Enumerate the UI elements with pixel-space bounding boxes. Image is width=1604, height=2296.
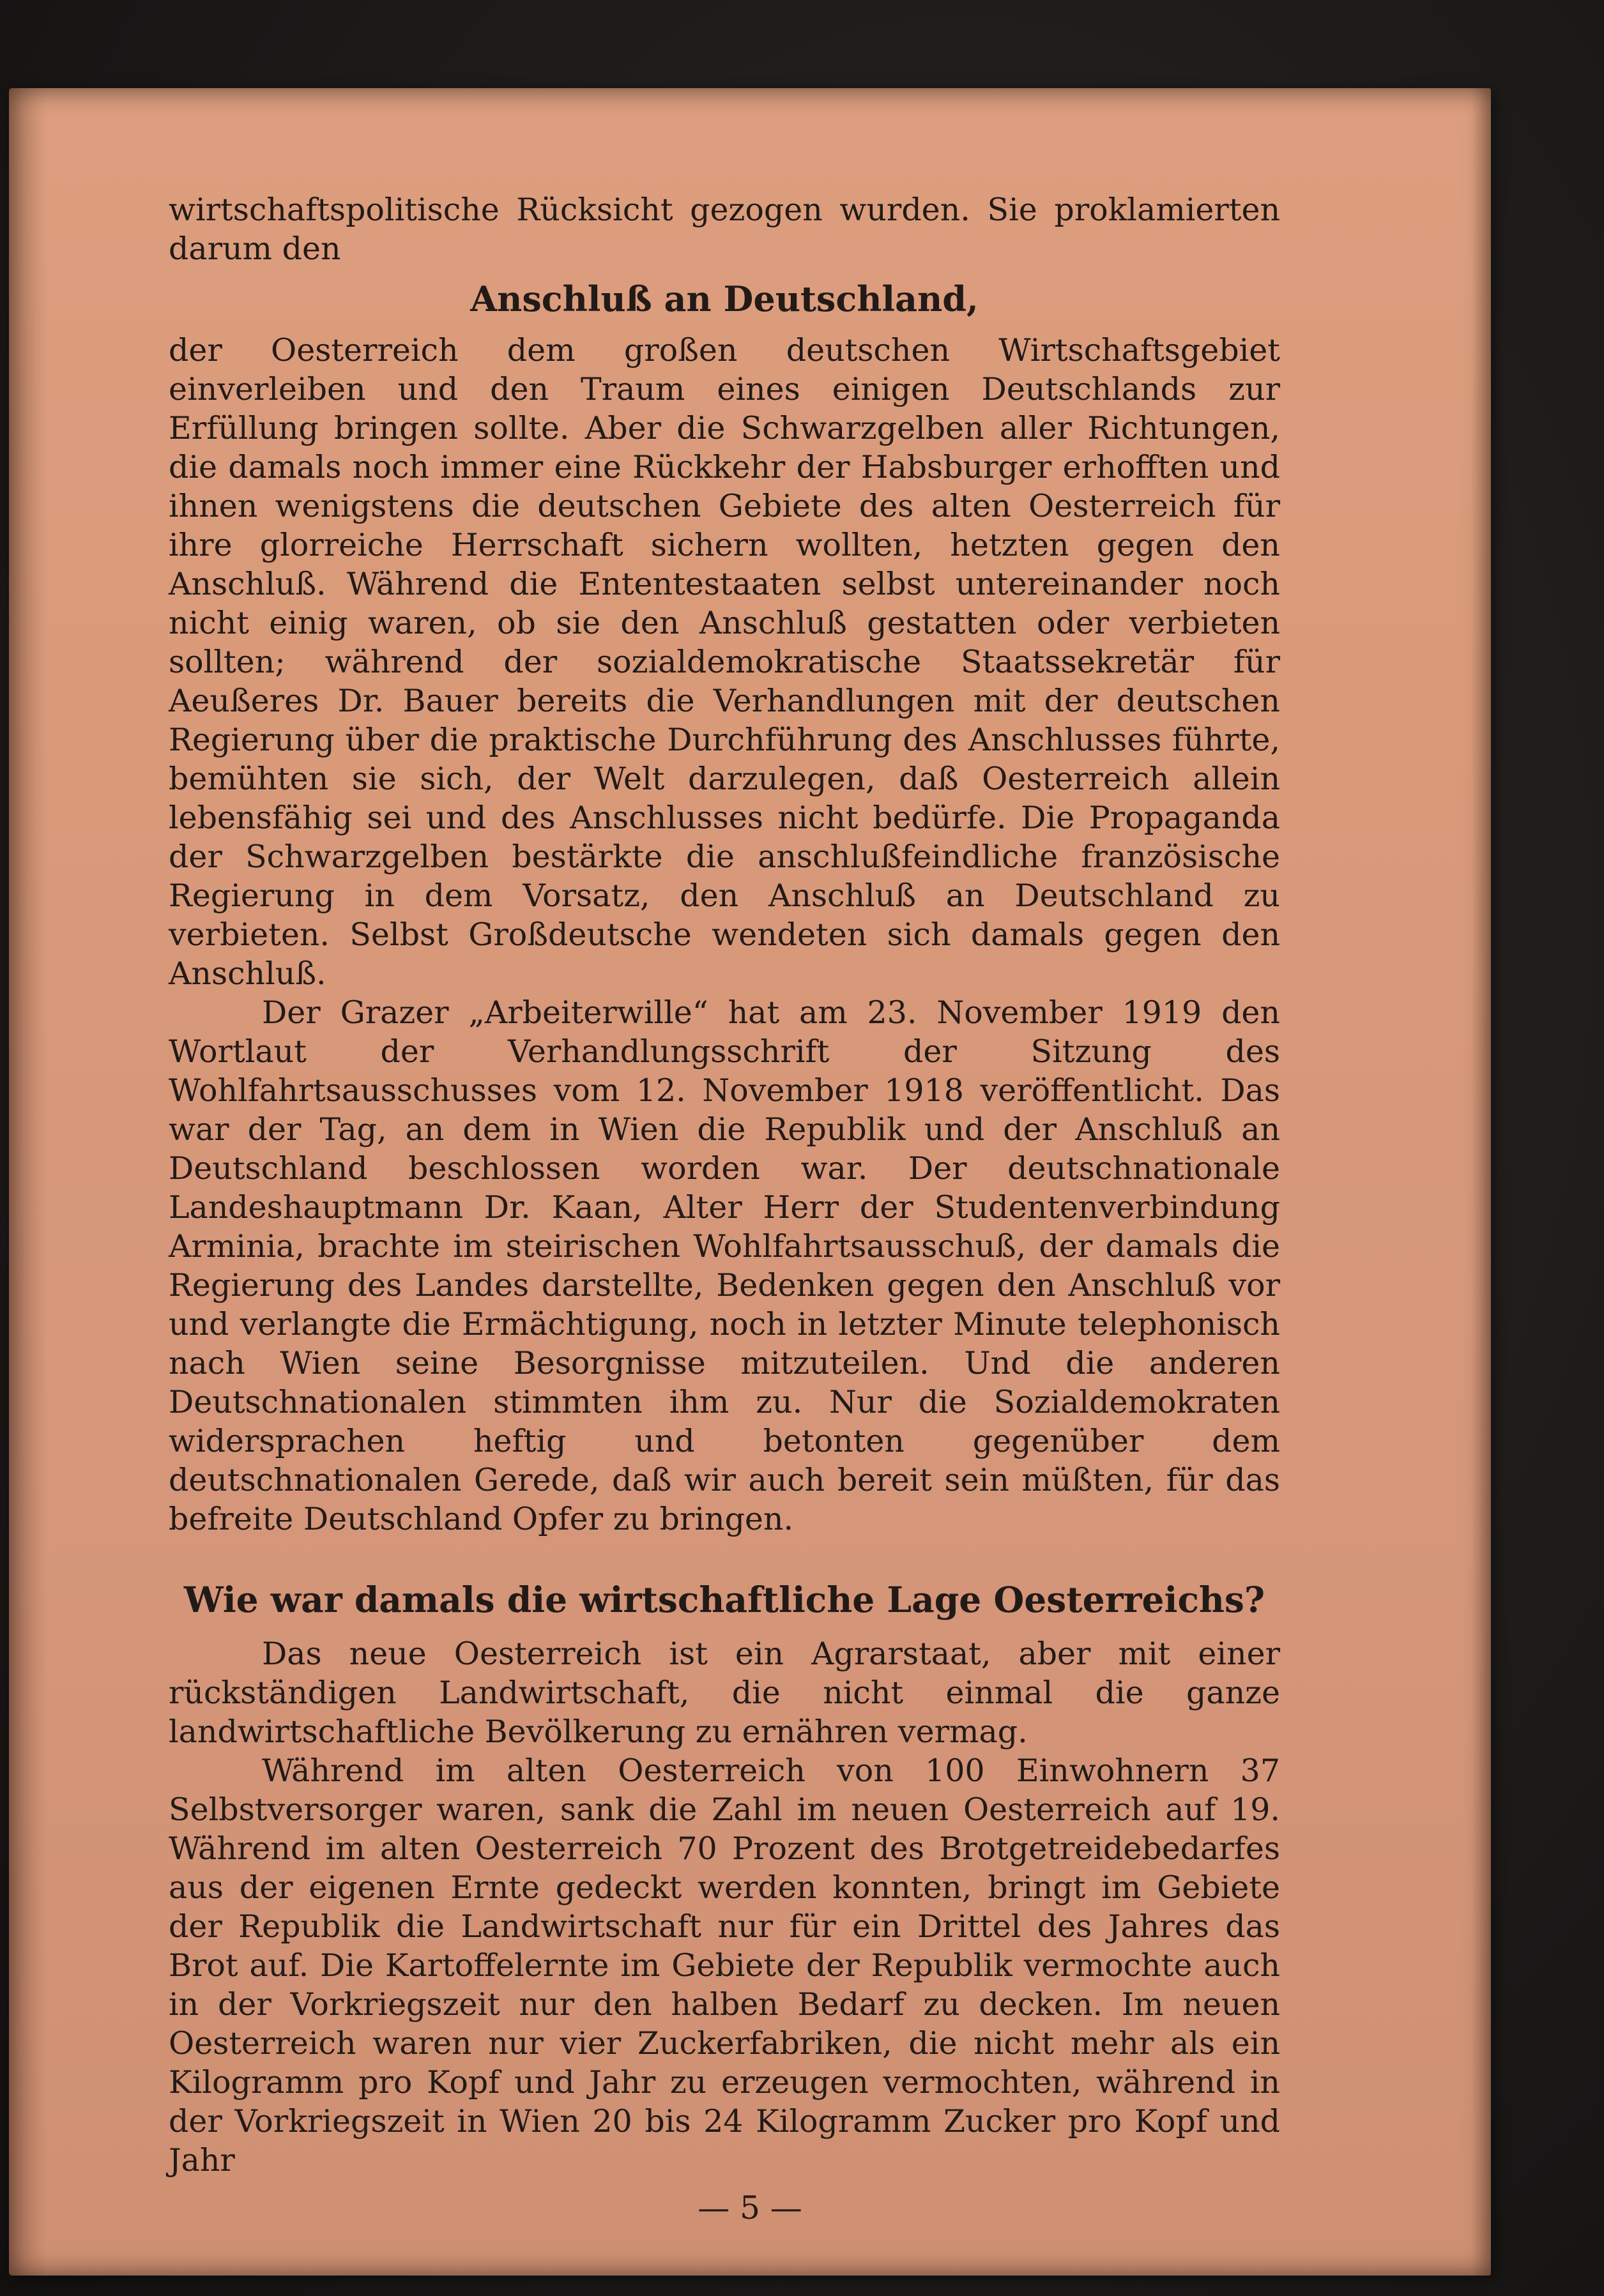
- paragraph-continuation: wirtschaftspolitische Rücksicht gezogen wurden. Sie proklamierten darum den: [169, 192, 1280, 267]
- page-number: — 5 —: [698, 2189, 802, 2226]
- paragraph-arbeiterwille: Der Grazer „Arbeiterwille“ hat am 23. November 1919 den Wortlaut der Verhandlungsschrift der Sitzung des Wohlfahrtsausschusses vom 12. November 1918 veröffentlicht. Das war der Tag, an dem in Wien die Republik und der Anschluß an Deutschland beschlossen worden war. Der deutschnationale Landeshauptmann Dr. Kaan, Alter Herr der Studentenverbindung Arminia, brachte im steirischen Wohlfahrtsausschuß, der damals die Regierung des Landes darstellte, Bedenken gegen den Anschluß vor und verlangte die Ermächtigung, noch in letzter Minute telephonisch nach Wien seine Besorgnisse mitzuteilen. Und die anderen Deutschnationalen stimmten ihm zu. Nur die Sozialdemokraten widersprachen heftig und betonten gegenüber dem deutschnationalen Gerede, daß wir auch bereit sein müßten, für das befreite Deutschland Opfer zu bringen.: [169, 994, 1280, 1537]
- section-heading-wirtschaftliche-lage: Wie war damals die wirtschaftliche Lage Oesterreichs?: [183, 1579, 1265, 1620]
- paragraph-agrarstaat: Das neue Oesterreich ist ein Agrarstaat, aber mit einer rückständigen Landwirtschaft, die nicht einmal die ganze landwirtschaftliche Bevölkerung zu ernähren vermag.: [169, 1636, 1280, 1750]
- paragraph-schwarzgelben: der Oesterreich dem großen deutschen Wirtschaftsgebiet einverleiben und den Traum eines einigen Deutschlands zur Erfüllung bringen sollte. Aber die Schwarzgelben aller Richtungen, die damals noch immer eine Rückkehr der Habsburger erhofften und ihnen wenigstens die deutschen Gebiete des alten Oesterreich für ihre glorreiche Herrschaft sichern wollten, hetzten gegen den Anschluß. Während die Ententestaaten selbst untereinander noch nicht einig waren, ob sie den Anschluß gestatten oder verbieten sollten; während der sozialdemokratische Staatssekretär für Aeußeres Dr. Bauer bereits die Verhandlungen mit der deutschen Regierung über die praktische Durchführung des Anschlusses führte, bemühten sie sich, der Welt darzulegen, daß Oesterreich allein lebensfähig sei und des Anschlusses nicht bedürfe. Die Propaganda der Schwarzgelben bestärkte die anschlußfeindliche französische Regierung in dem Vorsatz, den Anschluß an Deutschland zu verbieten. Selbst Großdeutsche wendeten sich damals gegen den Anschluß.: [169, 332, 1280, 992]
- page-text: [169, 190, 1280, 2180]
- book-page: [9, 88, 1491, 2276]
- paragraph-selbstversorger: Während im alten Oesterreich von 100 Einwohnern 37 Selbstversorger waren, sank die Zahl im neuen Oesterreich auf 19. Während im alten Oesterreich 70 Prozent des Brotgetreidebedarfes aus der eigenen Ernte gedeckt werden konnten, bringt im Gebiete der Republik die Landwirtschaft nur für ein Drittel des Jahres das Brot auf. Die Kartoffelernte im Gebiete der Republik vermochte auch in der Vorkriegszeit nur den halben Bedarf zu decken. Im neuen Oesterreich waren nur vier Zuckerfabriken, die nicht mehr als ein Kilogramm pro Kopf und Jahr zu erzeugen vermochten, während in der Vorkriegszeit in Wien 20 bis 24 Kilogramm Zucker pro Kopf und Jahr: [169, 1752, 1280, 2178]
- inline-heading-anschluss: Anschluß an Deutschland,: [470, 278, 979, 319]
